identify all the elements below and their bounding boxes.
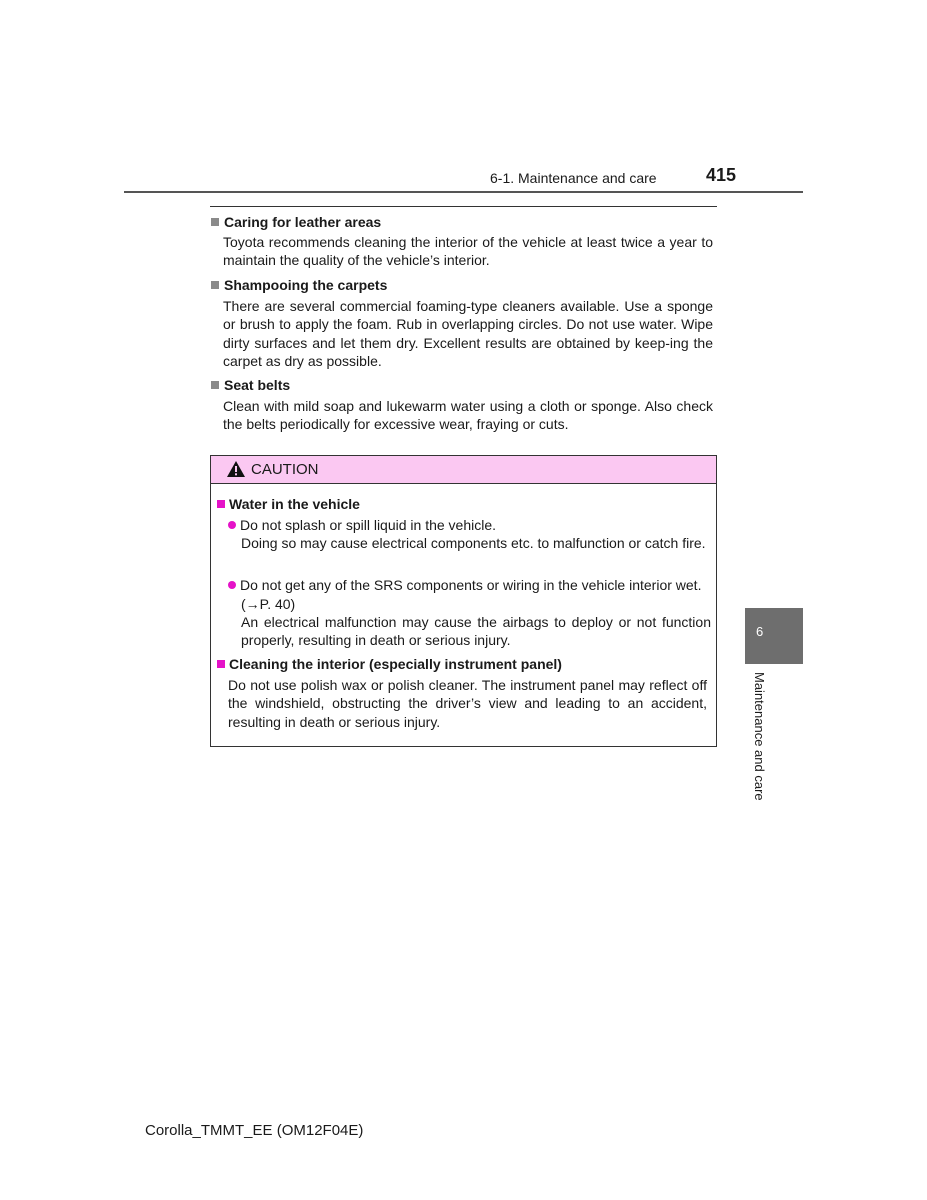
- section-body-seatbelts: Clean with mild soap and lukewarm water using a cloth or sponge. Also check the belts periodically for excessive wear, fraying or cuts.: [223, 398, 713, 433]
- caution-item-2-detail: An electrical malfunction may cause the airbags to deploy or not function properly, resulting in death or serious injury.: [241, 614, 711, 649]
- square-bullet-icon: [211, 381, 219, 389]
- caution-heading-cleaning: [217, 655, 562, 673]
- section-body-leather: Toyota recommends cleaning the interior of the vehicle at least twice a year to maintain the quality of the vehicle’s interior.: [223, 234, 713, 269]
- caution-item-text: Do not splash or spill liquid in the vehicle.: [240, 517, 497, 533]
- caution-cleaning-body: Do not use polish wax or polish cleaner. The instrument panel may reflect off the windshield, obstructing the driver’s view and leading to an accident, resulting in death or serious injury.: [228, 677, 707, 730]
- caution-header: [211, 456, 716, 484]
- caution-heading-text: Water in the vehicle: [229, 496, 360, 512]
- page-reference: (→P. 40): [241, 596, 296, 612]
- square-bullet-icon: [217, 660, 225, 668]
- caution-item-2: [228, 576, 701, 594]
- section-title: 6-1. Maintenance and care: [490, 170, 657, 186]
- section-heading-text: Seat belts: [224, 377, 291, 393]
- caution-heading-water: [217, 495, 360, 513]
- caution-label: CAUTION: [251, 461, 319, 478]
- caution-box: [210, 455, 717, 747]
- round-bullet-icon: [228, 521, 236, 529]
- square-bullet-icon: [211, 218, 219, 226]
- chapter-number: 6: [756, 624, 764, 639]
- page-number: 415: [706, 165, 737, 185]
- chapter-label: Maintenance and care: [752, 672, 767, 801]
- section-heading-seatbelts: [211, 376, 290, 394]
- chapter-tab: [745, 608, 803, 664]
- caution-item-1: [228, 516, 496, 534]
- warning-triangle-icon: [226, 460, 246, 478]
- section-body-carpets: There are several commercial foaming-type cleaners available. Use a sponge or brush to apply the foam. Rub in overlapping circles. Do not use water. Wipe dirty surfaces and let them dry. Excellent results are obtained by keep-ing the carpet as dry as possible.: [223, 298, 713, 369]
- section-heading-text: Caring for leather areas: [224, 214, 382, 230]
- footer-doc-id: Corolla_TMMT_EE (OM12F04E): [145, 1122, 364, 1139]
- caution-item-text: Do not get any of the SRS components or wiring in the vehicle interior wet.: [240, 577, 702, 593]
- section-heading-leather: [211, 213, 381, 231]
- caution-item-1-detail: Doing so may cause electrical components etc. to malfunction or catch fire.: [241, 535, 706, 551]
- round-bullet-icon: [228, 581, 236, 589]
- square-bullet-icon: [217, 500, 225, 508]
- section-heading-text: Shampooing the carpets: [224, 277, 388, 293]
- content-top-rule: [210, 206, 717, 207]
- caution-heading-text: Cleaning the interior (especially instrument panel): [229, 656, 562, 672]
- square-bullet-icon: [211, 281, 219, 289]
- header-rule: [124, 191, 803, 193]
- section-heading-carpets: [211, 276, 387, 294]
